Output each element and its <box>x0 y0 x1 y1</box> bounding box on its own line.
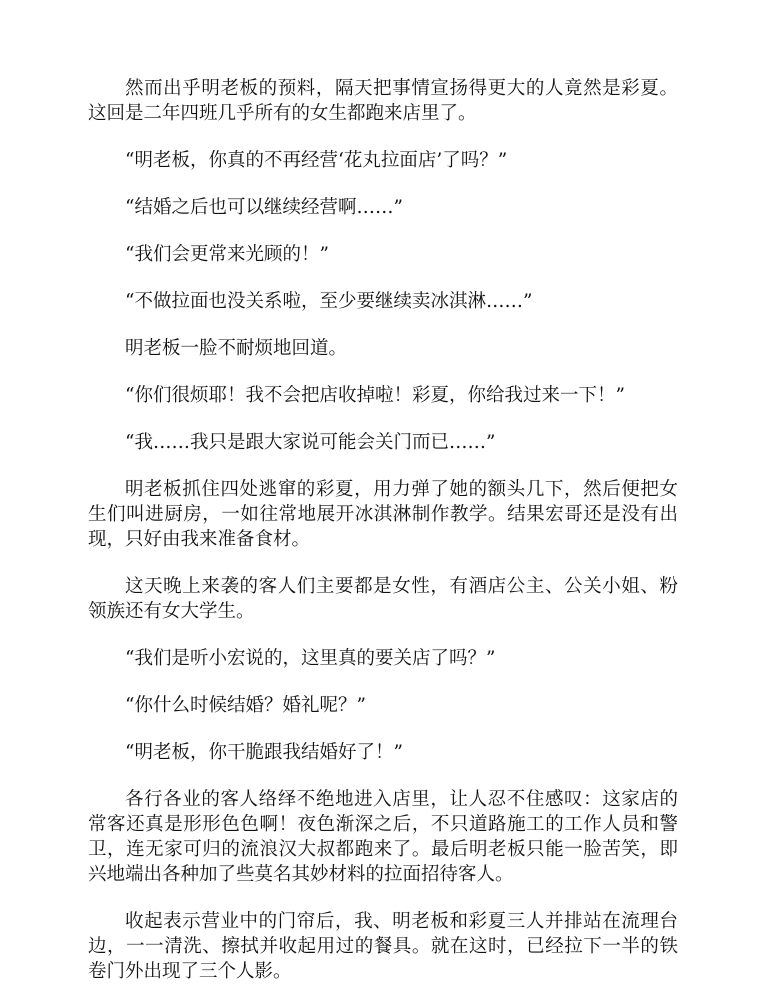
document-page <box>88 76 678 984</box>
paragraph-9: 明老板抓住四处逃窜的彩夏，用力弹了她的额头几下，然后便把女生们叫进厨房，一如往常地展开冰淇淋制作教学。结果宏哥还是没有出现，只好由我来准备食材。 <box>88 479 678 550</box>
paragraph-14: 各行各业的客人络绎不绝地进入店里，让人忍不住感叹：这家店的常客还真是形形色色啊！夜色渐深之后，不只道路施工的工作人员和警卫，连无家可归的流浪汉大叔都跑来了。最后明老板只能一脸苦笑，即兴地端出各种加了些莫名其妙材料的拉面招待客人。 <box>88 789 678 885</box>
paragraph-15: 收起表示营业中的门帘后，我、明老板和彩夏三人并排站在流理台边，一一清洗、擦拭并收起用过的餐具。就在这时，已经拉下一半的铁卷门外出现了三个人影。 <box>88 911 678 982</box>
paragraph-1: 然而出乎明老板的预料，隔天把事情宣扬得更大的人竟然是彩夏。这回是二年四班几乎所有的女生都跑来店里了。 <box>88 78 678 124</box>
paragraph-11: “我们是听小宏说的，这里真的要关店了吗？” <box>125 648 496 669</box>
paragraph-13: “明老板，你干脆跟我结婚好了！” <box>125 742 403 763</box>
paragraph-8: “我……我只是跟大家说可能会关门而已……” <box>125 432 496 453</box>
paragraph-10: 这天晚上来袭的客人们主要都是女性，有酒店公主、公关小姐、粉领族还有女大学生。 <box>88 576 678 622</box>
paragraph-12: “你什么时候结婚？婚礼呢？” <box>125 695 366 716</box>
paragraph-7: “你们很烦耶！我不会把店收掉啦！彩夏，你给我过来一下！” <box>125 385 625 406</box>
paragraph-5: “不做拉面也没关系啦，至少要继续卖冰淇淋……” <box>125 291 533 312</box>
paragraph-3: “结婚之后也可以继续经营啊……” <box>125 197 403 218</box>
paragraph-4: “我们会更常来光顾的！” <box>125 244 329 265</box>
paragraph-2: “明老板，你真的不再经营‘花丸拉面店’了吗？” <box>125 150 508 171</box>
paragraph-6: 明老板一脸不耐烦地回道。 <box>125 338 348 359</box>
